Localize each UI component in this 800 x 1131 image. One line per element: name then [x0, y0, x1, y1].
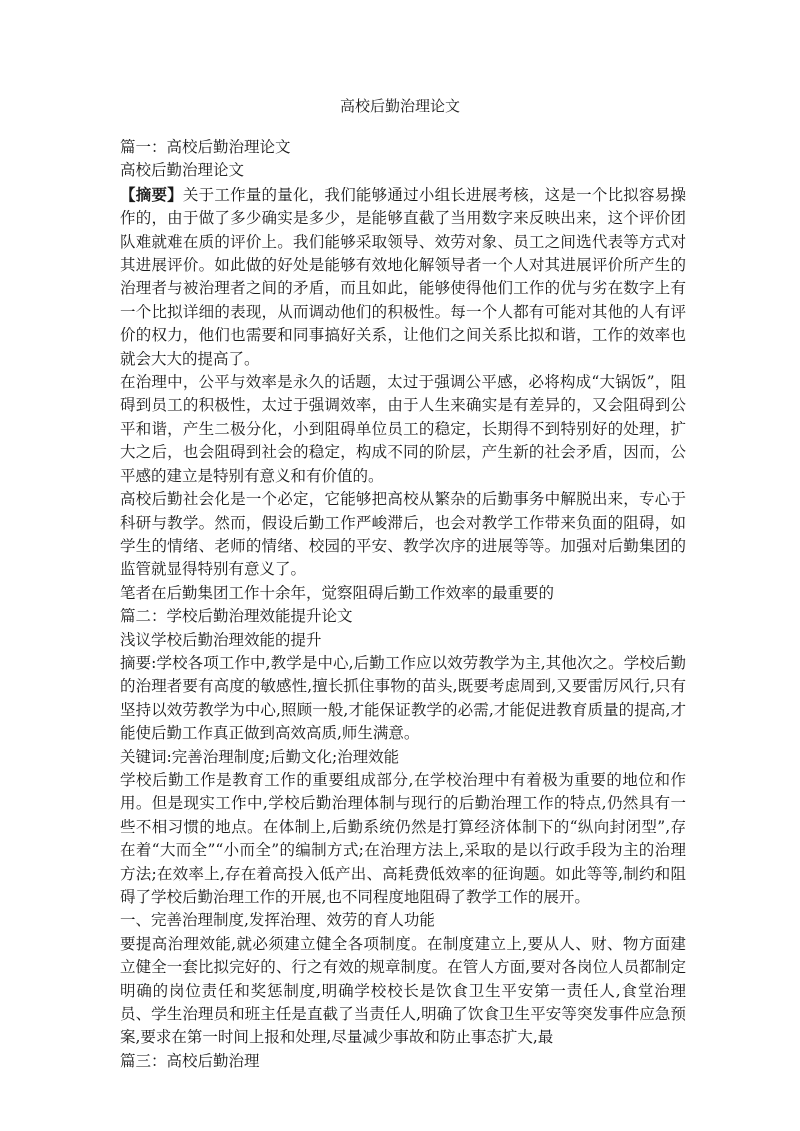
article-two-keywords: 关键词:完善治理制度;后勤文化;治理效能 — [120, 747, 400, 766]
article-one-paragraph-1: 在治理中，公平与效率是永久的话题，太过于强调公平感，必将构成“大锅饭”，阻碍到员工的积极性，太过于强调效率，由于人生来确实是有差异的，又会阻碍到公平和谐，产生二极分化，小到阻碍单位员工的稳定，长期得不到特别好的处理，扩大之后，也会阻碍到社会的稳定，构成不同的阶层，产生新的社会矛盾，因而，公平感的建立是特别有意义和有价值的。 — [120, 373, 686, 485]
article-two-abstract: 摘要:学校各项工作中,教学是中心,后勤工作应以效劳教学为主,其他次之。学校后勤的治理者要有高度的敏感性,擅长抓住事物的苗头,既要考虑周到,又要雷厉风行,只有坚持以效劳教学为中心,照顾一般,才能保证教学的必需,才能促进教育质量的提高,才能使后勤工作真正做到高效高质,师生满意。 — [120, 653, 686, 743]
article-two-paragraph-2: 要提高治理效能,就必须建立健全各项制度。在制度建立上,要从人、财、物方面建立健全一套比拟完好的、行之有效的规章制度。在管人方面,要对各岗位人员都制定明确的岗位责任和奖惩制度,明确学校校长是饮食卫生平安第一责任人,食堂治理员、学生治理员和班主任是直截了当责任人,明确了饮食卫生平安等突发事件应急预案,要求在第一时间上报和处理,尽量减少事故和防止事态扩大,最 — [120, 934, 686, 1047]
section-three-heading: 篇三：高校后勤治理 — [120, 1051, 260, 1070]
article-two-subheading-1: 一、完善治理制度,发挥治理、效劳的育人功能 — [120, 911, 435, 930]
article-one-paragraph-3: 笔者在后勤集团工作十余年，觉察阻碍后勤工作效率的最重要的 — [120, 583, 555, 602]
article-one-title: 高校后勤治理论文 — [120, 161, 245, 180]
document-title: 高校后勤治理论文 — [339, 97, 460, 115]
abstract-text: 关于工作量的量化，我们能够通过小组长进展考核，这是一个比拟容易操作的，由于做了多少确实是多少，是能够直截了当用数字来反映出来，这个评价团队难就难在质的评价上。我们能够采取领导、效劳对象、员工之间选代表等方式对其进展评价。如此做的好处是能够有效地化解领导者一个人对其进展评价所产生的治理者与被治理者之间的矛盾，而且如此，能够使得他们工作的优与劣在数字上有一个比拟详细的表现，从而调动他们的积极性。每一个人都有可能对其他的人有评价的权力，他们也需要和同事搞好关系，让他们之间关系比拟和谐，工作的效率也就会大大的提高了。 — [120, 185, 686, 368]
article-one-abstract — [120, 183, 686, 371]
abstract-label: 【摘要】 — [120, 184, 183, 204]
section-two-heading: 篇二：学校后勤治理效能提升论文 — [120, 607, 353, 626]
document-body — [120, 136, 686, 1073]
article-one-paragraph-2: 高校后勤社会化是一个必定，它能够把高校从繁杂的后勤事务中解脱出来，专心于科研与教学。然而，假设后勤工作严峻滞后，也会对教学工作带来负面的阻碍，如学生的情绪、老师的情绪、校园的平安、教学次序的进展等等。加强对后勤集团的监管就显得特别有意义了。 — [120, 490, 686, 579]
article-two-paragraph-1: 学校后勤工作是教育工作的重要组成部分,在学校治理中有着极为重要的地位和作用。但是现实工作中,学校后勤治理体制与现行的后勤治理工作的特点,仍然具有一些不相习惯的地点。在体制上,后勤系统仍然是打算经济体制下的“纵向封闭型”,存在着“大而全”“小而全”的编制方式;在治理方法上,采取的是以行政手段为主的治理方法;在效率上,存在着高投入低产出、高耗费低效率的征询题。如此等等,制约和阻碍了学校后勤治理工作的开展,也不同程度地阻碍了教学工作的展开。 — [120, 770, 686, 906]
section-one-heading: 篇一：高校后勤治理论文 — [120, 138, 291, 156]
article-two-title: 浅议学校后勤治理效能的提升 — [120, 630, 322, 649]
